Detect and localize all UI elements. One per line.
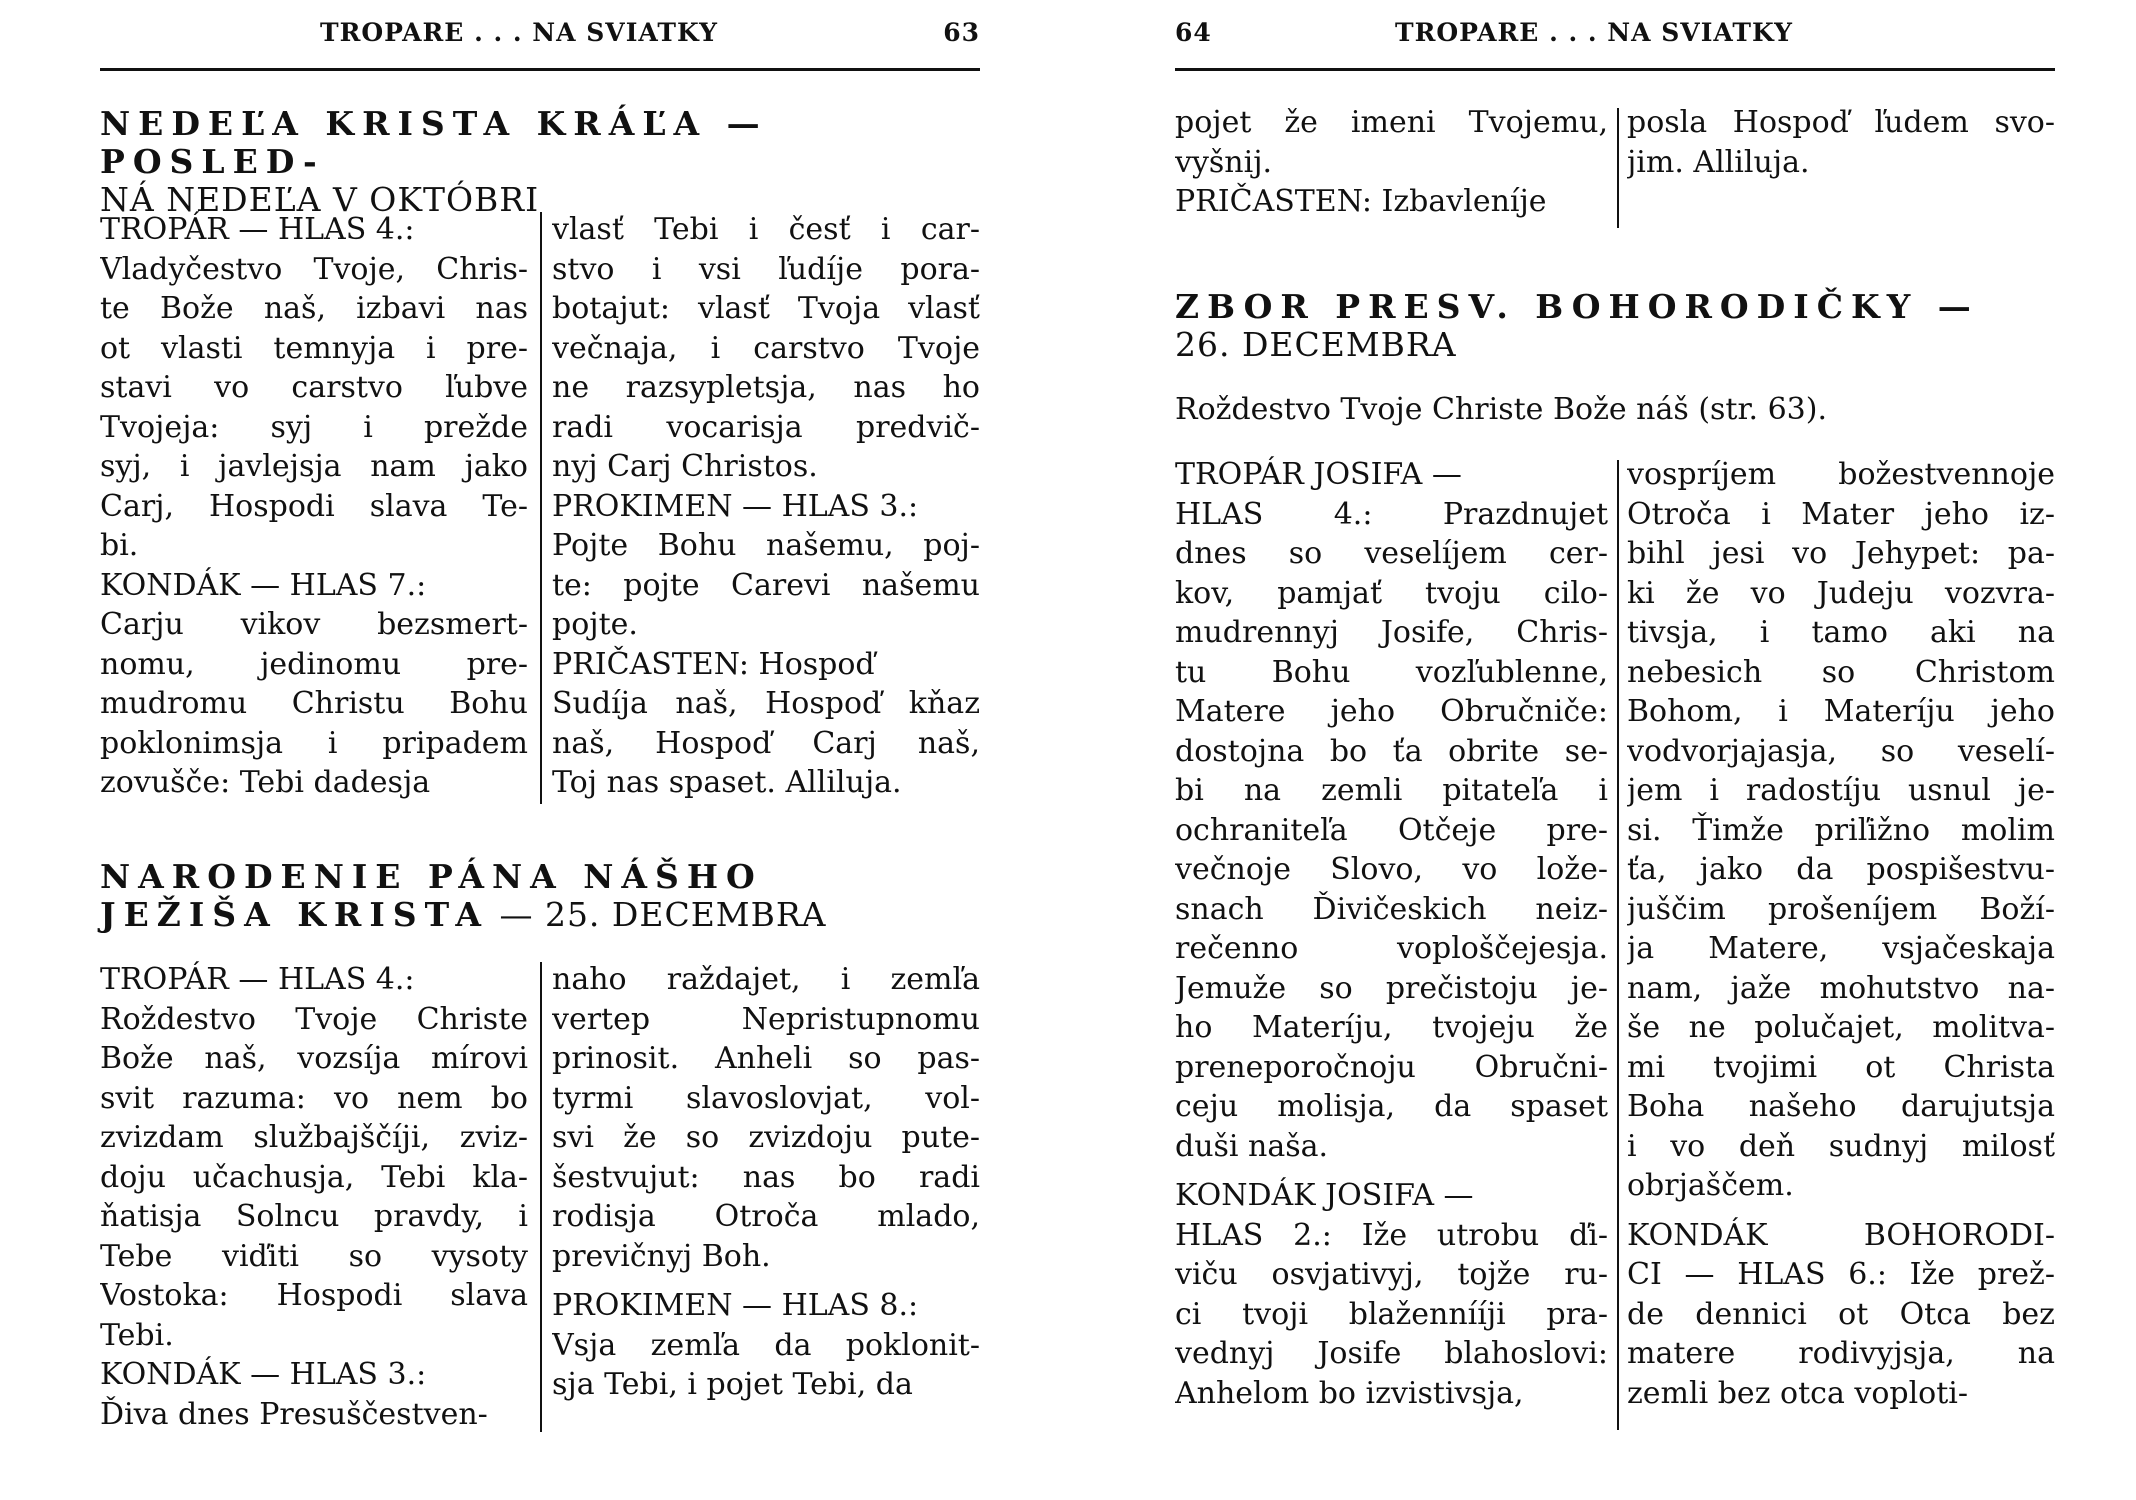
text-line: šestvujut: nas bo radi <box>552 1159 980 1195</box>
left-page <box>100 0 980 1500</box>
text-line: ja Matere, vsjačeskaja <box>1627 931 2055 966</box>
text-line: svit razuma: vo nem bo <box>100 1080 528 1116</box>
text-line: doju učachusja, Tebi kla- <box>100 1159 528 1195</box>
text-line: Vsja zemľa da poklonit- <box>552 1327 980 1363</box>
running-head <box>1175 18 2055 58</box>
text-line: ťa, jako da pospišestvu- <box>1627 852 2055 887</box>
text-line: bi na zemli pitateľa i <box>1175 773 1608 808</box>
page-number: 63 <box>943 18 980 47</box>
text-line: vyšnij. <box>1175 144 1273 180</box>
text-line: PRIČASTEN: Hospoď <box>552 646 875 682</box>
text-line: Pojte Bohu našemu, poj- <box>552 528 980 563</box>
header-rule <box>1175 68 2055 71</box>
text-line: Carj, Hospodi slava Te- <box>100 488 528 524</box>
section-heading-line2-rest: — 25. DECEMBRA <box>499 895 827 934</box>
section-heading-line1: ZBOR PRESV. BOHORODIČKY — <box>1175 287 1979 326</box>
text-line: ot vlasti temnyja i pre- <box>100 330 528 366</box>
column-right <box>552 960 980 1405</box>
text-line: zemli bez otca voploti- <box>1627 1375 1969 1411</box>
page-number: 64 <box>1175 18 1212 47</box>
column-divider <box>1617 460 1619 1430</box>
text-line: bihl jesi vo Jehypet: pa- <box>1627 536 2055 571</box>
text-line: mudromu Christu Bohu <box>100 686 528 721</box>
text-line: stavi vo carstvo ľubve <box>100 370 528 405</box>
text-line: vednyj Josife blahoslovi: <box>1175 1336 1608 1371</box>
text-line: pojet že imeni Tvojemu, <box>1175 105 1608 140</box>
text-line: TROPÁR — HLAS 4.: <box>100 212 415 247</box>
text-line: KONDÁK — HLAS 7.: <box>100 567 427 603</box>
column-left <box>100 960 528 1434</box>
text-line: vodvorjajasja, so veselí- <box>1627 733 2055 769</box>
text-line: stvo i vsi ľudíje pora- <box>552 251 980 287</box>
text-line: pojte. <box>552 607 638 642</box>
right-page <box>1175 0 2055 1500</box>
text-line: snach Ďivičeskich neiz- <box>1175 891 1608 927</box>
text-line: Vladyčestvo Tvoje, Chris- <box>100 251 528 287</box>
text-line: KONDÁK BOHORODI- <box>1627 1217 2055 1253</box>
column-divider <box>1617 108 1619 228</box>
text-line: tivsja, i tamo aki na <box>1627 615 2055 650</box>
text-line: dnes so veselíjem cer- <box>1175 536 1608 571</box>
text-line: Bohom, i Materíju jeho <box>1627 694 2055 729</box>
text-line: Matere jeho Obručniče: <box>1175 694 1608 729</box>
text-line: i vo deň sudnyj milosť <box>1627 1128 2055 1164</box>
column-right <box>552 210 980 803</box>
text-line: KONDÁK — HLAS 3.: <box>100 1357 427 1392</box>
text-line: rečenno voploščejesja. <box>1175 931 1608 966</box>
text-line: duši naša. <box>1175 1128 1329 1164</box>
text-line: obrjaščem. <box>1627 1168 1794 1203</box>
text-line: radi vocarisja predvič- <box>552 409 980 445</box>
section-heading-line2-spaced: JEŽIŠA KRISTA <box>100 895 489 934</box>
text-line: naš, Hospoď Carj naš, <box>552 725 980 761</box>
text-line: nyj Carj Christos. <box>552 449 818 484</box>
text-line: Otroča i Mater jeho iz- <box>1627 496 2055 532</box>
text-line: naho raždajet, i zemľa <box>552 962 980 997</box>
text-line: Tebi. <box>100 1317 174 1353</box>
text-line: TROPÁR JOSIFA — <box>1175 457 1462 492</box>
text-line: HLAS 2.: Iže utrobu ďi- <box>1175 1217 1608 1253</box>
text-line: Bože naš, vozsíja mírovi <box>100 1041 528 1076</box>
text-line: Vostoka: Hospodi slava <box>100 1278 528 1313</box>
section-heading-krista-krala <box>100 105 980 219</box>
text-line: rodisja Otroča mlado, <box>552 1199 980 1234</box>
text-line: Tebe viďiti so vysoty <box>100 1238 528 1274</box>
text-line: večnaja, i carstvo Tvoje <box>552 330 980 366</box>
section-heading-line1: NEDEĽA KRISTA KRÁĽA — POSLED- <box>100 104 768 181</box>
text-line: ne razsypletsja, nas ho <box>552 370 980 405</box>
column-right <box>1627 103 2055 182</box>
column-right <box>1627 455 2055 1413</box>
text-line: te Bože naš, izbavi nas <box>100 291 528 326</box>
text-line: jem i radostíju usnul je- <box>1627 773 2055 808</box>
text-line: dostojna bo ťa obrite se- <box>1175 733 1608 769</box>
text-line: juščim prošeníjem Boží- <box>1627 891 2055 927</box>
text-line: nam, jaže mohutstvo na- <box>1627 970 2055 1006</box>
text-line: še ne polučajet, molitva- <box>1627 1010 2055 1045</box>
text-line: syj, i javlejsja nam jako <box>100 449 528 484</box>
text-line: Toj nas spaset. Alliluja. <box>552 765 902 800</box>
section-heading-line2: NÁ NEDEĽA V OKTÓBRI <box>100 180 540 219</box>
text-line: KONDÁK JOSIFA — <box>1175 1178 1474 1213</box>
running-title: TROPARE . . . NA SVIATKY <box>1395 18 1793 47</box>
text-line: vertep Nepristupnomu <box>552 1001 980 1037</box>
text-line: PROKIMEN — HLAS 8.: <box>552 1288 919 1323</box>
section-heading-line2: 26. DECEMBRA <box>1175 325 1457 364</box>
paragraph-gap <box>552 1276 980 1286</box>
text-line: de dennici ot Otca bez <box>1627 1296 2055 1332</box>
text-line: mi tvojimi ot Christa <box>1627 1049 2055 1085</box>
text-line: Sudíja naš, Hospoď kňaz <box>552 686 980 721</box>
paragraph-gap <box>1175 1166 1608 1176</box>
text-line: kov, pamjať tvoju cilo- <box>1175 575 1608 611</box>
text-line: Anhelom bo izvistivsja, <box>1175 1375 1524 1411</box>
text-line: nebesich so Christom <box>1627 654 2055 690</box>
column-divider <box>540 962 542 1432</box>
section-heading-zbor <box>1175 288 2055 364</box>
text-line: botajut: vlasť Tvoja vlasť <box>552 291 980 326</box>
text-line: Tvojeja: syj i prežde <box>100 409 528 445</box>
text-line: ceju molisja, da spaset <box>1175 1089 1608 1124</box>
text-line: PROKIMEN — HLAS 3.: <box>552 488 919 524</box>
header-rule <box>100 68 980 71</box>
text-line: tyrmi slavoslovjat, vol- <box>552 1080 980 1116</box>
text-line: ki že vo Judeju vozvra- <box>1627 575 2055 611</box>
column-left <box>1175 103 1608 222</box>
text-line: viču osvjativyj, tojže ru- <box>1175 1257 1608 1292</box>
text-line: mudrennyj Josife, Chris- <box>1175 615 1608 650</box>
section-heading-line1: NARODENIE PÁNA NÁŠHO <box>100 857 763 896</box>
text-line: preneporočnoju Obručni- <box>1175 1049 1608 1085</box>
text-line: Boha našeho darujutsja <box>1627 1089 2055 1124</box>
text-line: Jemuže so prečistoju je- <box>1175 970 1608 1006</box>
text-line: bi. <box>100 528 139 563</box>
text-line: si. Ťimže priľižno molim <box>1627 812 2055 848</box>
text-line: vospríjem božestvennoje <box>1627 457 2055 492</box>
text-line: poklonimsja i pripadem <box>100 725 528 761</box>
running-head <box>100 18 980 58</box>
text-line: ňatisja Solncu pravdy, i <box>100 1199 528 1234</box>
text-line: CI — HLAS 6.: Iže prež- <box>1627 1257 2055 1292</box>
text-line: posla Hospoď ľudem svo- <box>1627 105 2055 140</box>
text-line: Carju vikov bezsmert- <box>100 607 528 642</box>
column-left <box>100 210 528 803</box>
intro-line: Roždestvo Tvoje Christe Bože náš (str. 63). <box>1175 392 1828 427</box>
running-title: TROPARE . . . NA SVIATKY <box>320 18 718 47</box>
text-line: nomu, jedinomu pre- <box>100 646 528 682</box>
text-line: jim. Alliluja. <box>1627 144 1810 180</box>
text-line: ci tvoji blažennííji pra- <box>1175 1296 1608 1332</box>
column-left <box>1175 455 1608 1413</box>
text-line: tu Bohu vozľublenne, <box>1175 654 1608 690</box>
text-line: vlasť Tebi i česť i car- <box>552 212 980 247</box>
text-line: ochraniteľa Otčeje pre- <box>1175 812 1608 848</box>
text-line: Roždestvo Tvoje Christe <box>100 1001 528 1037</box>
paragraph-gap <box>1627 1206 2055 1216</box>
text-line: prinosit. Anheli so pas- <box>552 1041 980 1076</box>
text-line: večnoje Slovo, vo lože- <box>1175 852 1608 887</box>
text-line: ho Materíju, tvojeju že <box>1175 1010 1608 1045</box>
text-line: PRIČASTEN: Izbavleníje <box>1175 184 1547 219</box>
text-line: previčnyj Boh. <box>552 1238 771 1274</box>
text-line: sja Tebi, i pojet Tebi, da <box>552 1367 913 1402</box>
text-line: zovušče: Tebi dadesja <box>100 765 431 800</box>
text-line: zvizdam službajščíji, zviz- <box>100 1120 528 1155</box>
column-divider <box>540 212 542 804</box>
text-line: te: pojte Carevi našemu <box>552 567 980 603</box>
text-line: HLAS 4.: Prazdnujet <box>1175 496 1608 532</box>
text-line: matere rodivyjsja, na <box>1627 1336 2055 1371</box>
text-line: svi že so zvizdoju pute- <box>552 1120 980 1155</box>
text-line: TROPÁR — HLAS 4.: <box>100 962 415 997</box>
text-line: Ďiva dnes Presuščestven- <box>100 1396 488 1432</box>
section-heading-narodenie <box>100 858 980 934</box>
